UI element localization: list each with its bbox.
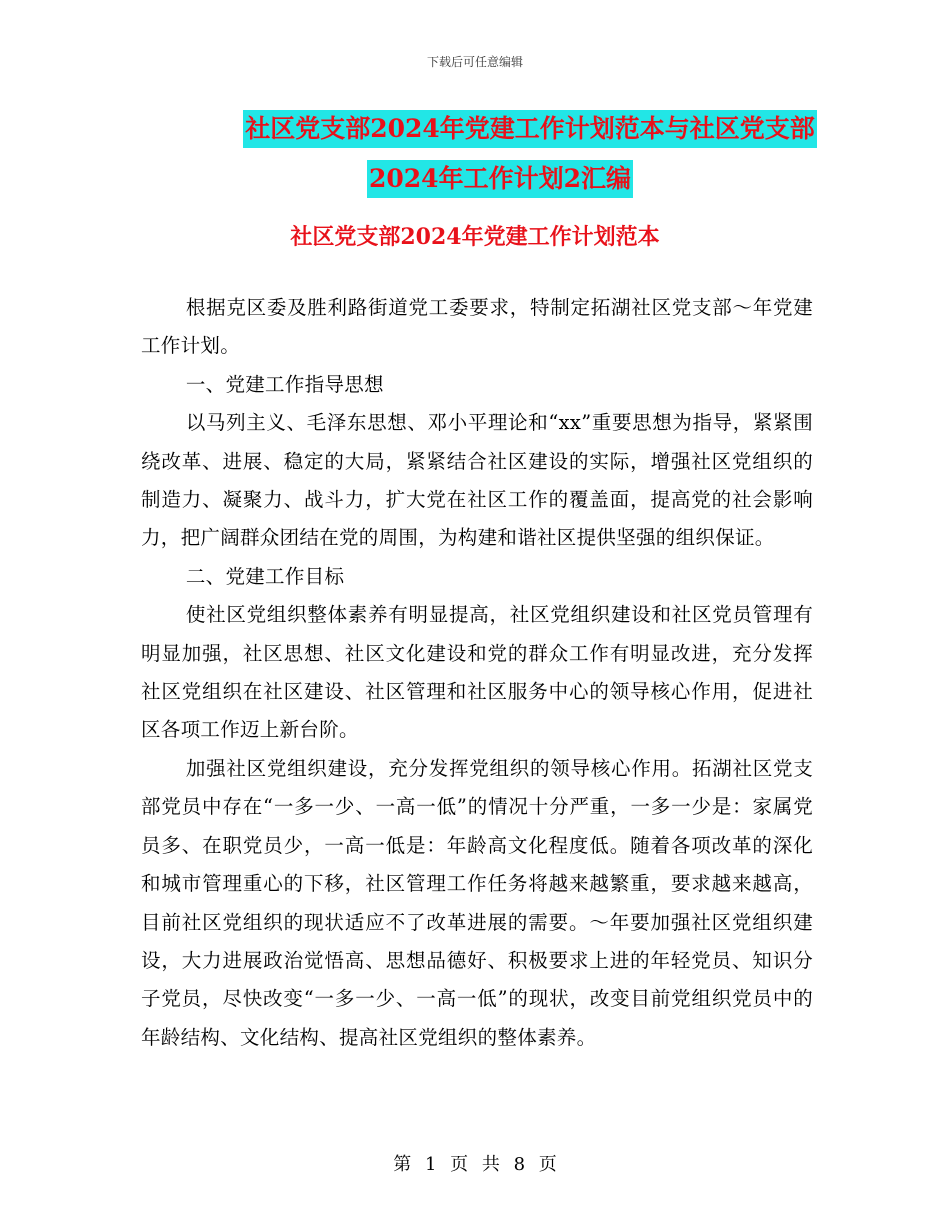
document-title bbox=[140, 110, 860, 198]
paragraph: 以马列主义、毛泽东思想、邓小平理论和“xx”重要思想为指导，紧紧围绕改革、进展、稳定的大局，紧紧结合社区建设的实际，增强社区党组织的制造力、凝聚力、战斗力，扩大党在社区工作的覆盖面，提高党的社会影响力，把广阔群众团结在党的周围，为构建和谐社区提供坚强的组织保证。 bbox=[141, 411, 813, 550]
paragraph: 根据克区委及胜利路街道党工委要求，特制定拓湖社区党支部～年党建工作计划。 bbox=[141, 296, 813, 358]
paragraph: 加强社区党组织建设，充分发挥党组织的领导核心作用。拓湖社区党支部党员中存在“一多一少、一高一低”的情况十分严重，一多一少是：家属党员多、在职党员少，一高一低是：年龄高文化程度低。随着各项改革的深化和城市管理重心的下移，社区管理工作任务将越来越繁重，要求越来越高，目前社区党组织的现状适应不了改革进展的需要。～年要加强社区党组织建设，大力进展政治觉悟高、思想品德好、积极要求上进的年轻党员、知识分子党员，尽快改变“一多一少、一高一低”的现状，改变目前党组织党员中的年龄结构、文化结构、提高社区党组织的整体素养。 bbox=[141, 756, 813, 1049]
heading-work-goals: 二、党建工作目标 bbox=[185, 564, 345, 588]
heading-guiding-ideology: 一、党建工作指导思想 bbox=[185, 372, 384, 396]
paragraph: 使社区党组织整体素养有明显提高，社区党组织建设和社区党员管理有明显加强，社区思想、社区文化建设和党的群众工作有明显改进，充分发挥社区党组织在社区建设、社区管理和社区服务中心的领导核心作用，促进社区各项工作迈上新台阶。 bbox=[141, 603, 813, 742]
header-note: 下载后可任意编辑 bbox=[426, 55, 523, 69]
document-body bbox=[141, 289, 813, 1057]
title-line-1: 社区党支部2024年党建工作计划范本与社区党支部 bbox=[243, 110, 817, 148]
page-number: 第 1 页 共 8 页 bbox=[393, 1154, 557, 1175]
title-line-2: 2024年工作计划2汇编 bbox=[367, 160, 633, 198]
section-title: 社区党支部2024年党建工作计划范本 bbox=[290, 224, 660, 250]
